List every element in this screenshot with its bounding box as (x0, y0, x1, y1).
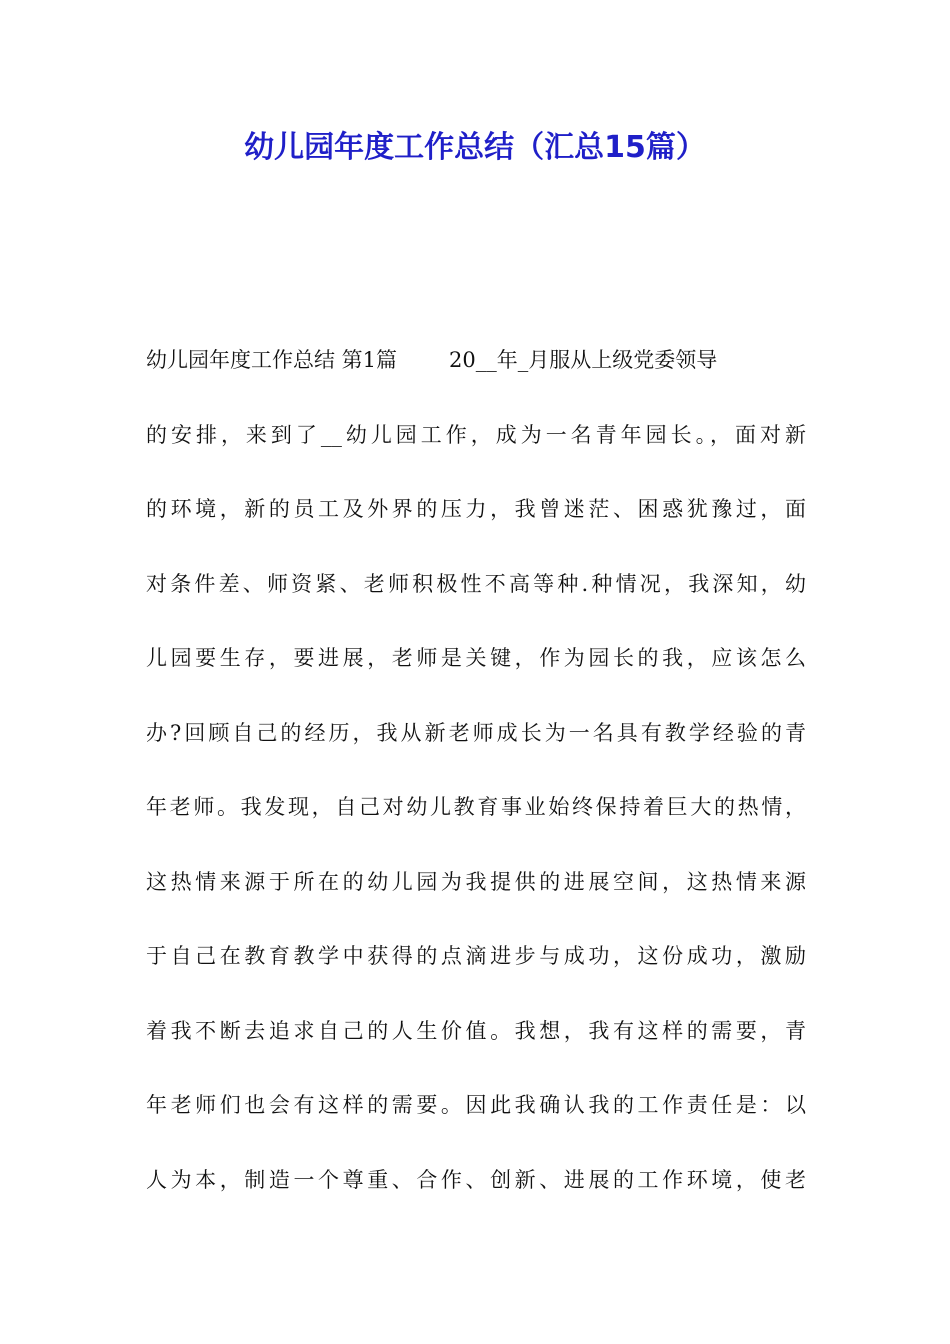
body-line-9: 于自己在教育教学中获得的点滴进步与成功，这份成功，激励 (146, 944, 806, 968)
first-line-text: 20__年_月服从上级党委领导 (449, 348, 718, 372)
body-line-12: 人为本，制造一个尊重、合作、创新、进展的工作环境，使老 (146, 1167, 806, 1192)
section-heading: 幼儿园年度工作总结 第1篇 (146, 348, 398, 372)
document-title: 幼儿园年度工作总结（汇总15篇） (244, 130, 706, 165)
body-line-1 (146, 340, 806, 380)
body-line-2: 的安排，来到了__幼儿园工作，成为一名青年园长。，面对新 (146, 422, 806, 447)
body-line-6: 办?回顾自己的经历，我从新老师成长为一名具有教学经验的青 (146, 720, 806, 745)
body-line-7: 年老师。我发现，自己对幼儿教育事业始终保持着巨大的热情， (146, 795, 806, 819)
body-line-8: 这热情来源于所在的幼儿园为我提供的进展空间，这热情来源 (146, 869, 806, 894)
body-line-3: 的环境，新的员工及外界的压力，我曾迷茫、困惑犹豫过，面 (146, 497, 806, 521)
body-line-11: 年老师们也会有这样的需要。因此我确认我的工作责任是：以 (146, 1093, 806, 1117)
body-line-5: 儿园要生存，要进展，老师是关键，作为园长的我，应该怎么 (146, 646, 806, 670)
body-line-10: 着我不断去追求自己的人生价值。我想，我有这样的需要，青 (146, 1018, 806, 1043)
document-body (146, 340, 806, 1234)
body-line-4: 对条件差、师资紧、老师积极性不高等种.种情况，我深知，幼 (146, 571, 806, 596)
